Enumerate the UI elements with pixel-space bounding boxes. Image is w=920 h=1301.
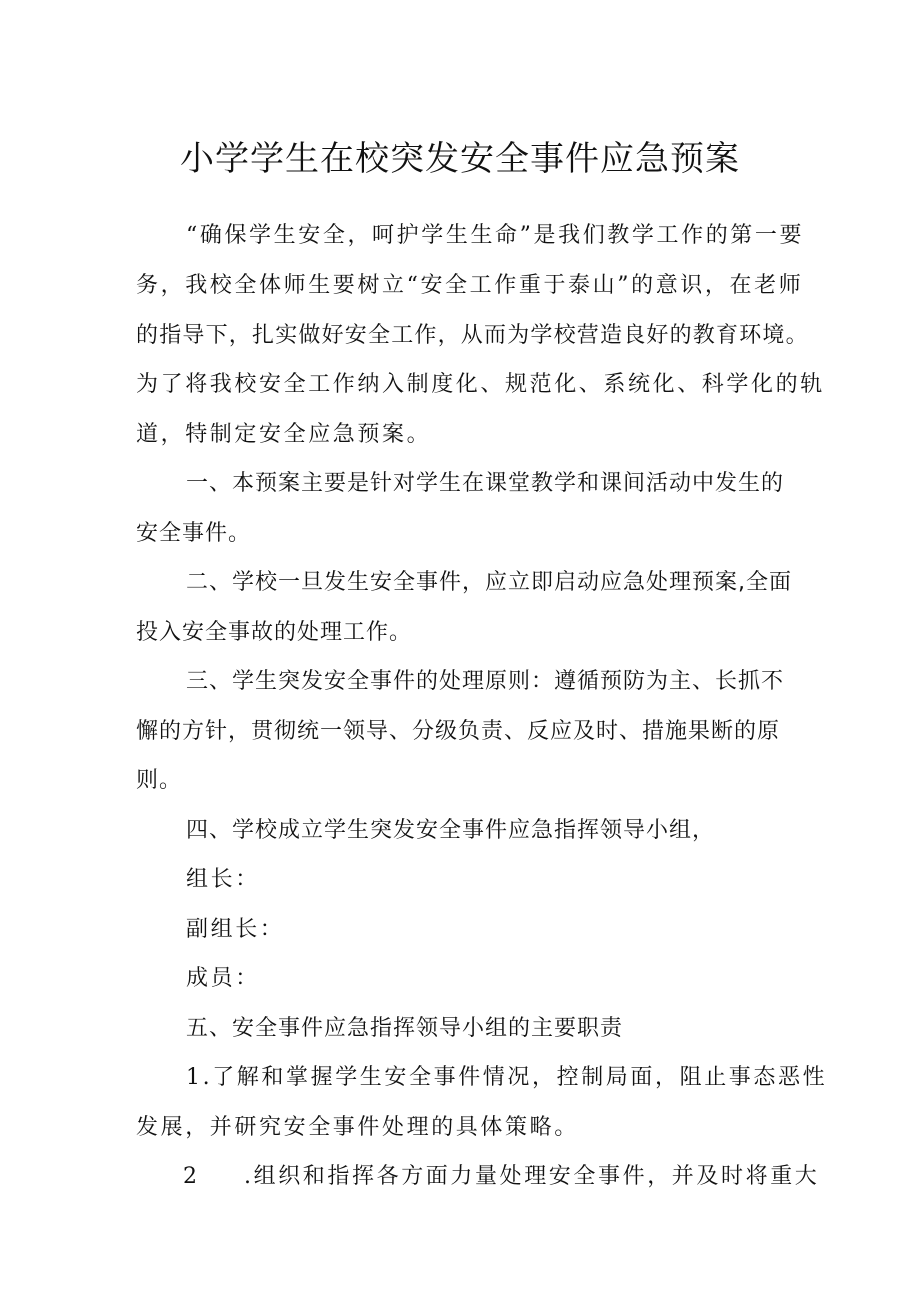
item-1-line: 1.了解和掌握学生安全事件情况，控制局面，阻止事态恶性 — [186, 1065, 828, 1090]
section-3-line: 懈的方针，贯彻统一领导、分级负责、反应及时、措施果断的原 — [136, 719, 781, 744]
deputy-leader-label: 副组长： — [186, 917, 285, 942]
section-1-line: 一、本预案主要是针对学生在课堂教学和课间活动中发生的 — [186, 471, 785, 496]
item-1-line: 发展，并研究安全事件处理的具体策略。 — [136, 1115, 579, 1140]
intro-line: “确保学生安全，呵护学生生命”是我们教学工作的第一要 — [186, 223, 805, 248]
section-3-line: 则。 — [136, 768, 183, 793]
intro-line: 务，我校全体师生要树立“安全工作重于泰山”的意识，在老师 — [136, 273, 804, 298]
section-1-line: 安全事件。 — [136, 521, 252, 546]
intro-line: 道，特制定安全应急预案。 — [136, 422, 432, 447]
intro-line: 的指导下，扎实做好安全工作，从而为学校营造良好的教育环境。 — [136, 323, 809, 348]
intro-line: 为了将我校安全工作纳入制度化、规范化、系统化、科学化的轨 — [136, 372, 825, 397]
item-2-text: .组织和指挥各方面力量处理安全事件，并及时将重大 — [244, 1164, 820, 1189]
section-3-line: 三、学生突发安全事件的处理原则：遵循预防为主、长抓不 — [186, 669, 785, 694]
section-2-line: 二、学校一旦发生安全事件，应立即启动应急处理预案,全面 — [186, 570, 792, 595]
section-2-line: 投入安全事故的处理工作。 — [136, 620, 413, 645]
item-2-number: 2 — [183, 1164, 197, 1189]
members-label: 成员： — [186, 966, 260, 991]
section-5-heading: 五、安全事件应急指挥领导小组的主要职责 — [186, 1016, 624, 1041]
document-title: 小学学生在校突发安全事件应急预案 — [180, 139, 740, 179]
section-4-heading: 四、学校成立学生突发安全事件应急指挥领导小组， — [186, 818, 716, 843]
group-leader-label: 组长： — [186, 867, 260, 892]
